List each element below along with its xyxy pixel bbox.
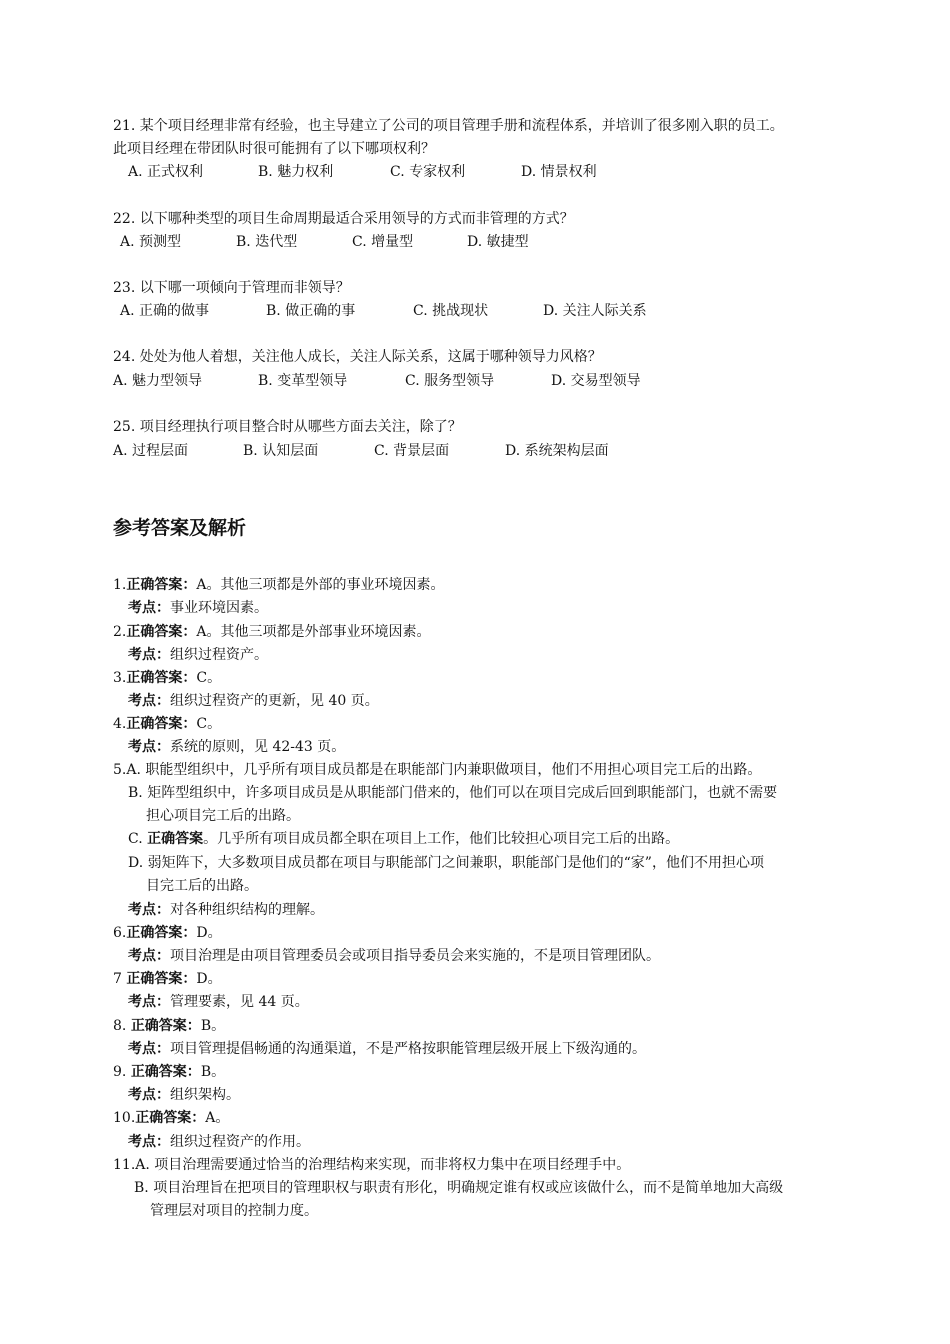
answer-line: 考点：项目管理提倡畅通的沟通渠道，不是严格按职能管理层级开展上下级沟通的。 [128,1041,646,1057]
answer-line: 3.正确答案：C。 [113,670,222,686]
question-24-option-a: A. 魅力型领导 [113,373,203,389]
question-23-option-d: D. 关注人际关系 [543,303,647,319]
question-22-option-d: D. 敏捷型 [467,234,529,250]
answer-line: 7 正确答案：D。 [113,971,222,987]
answer-line: 8. 正确答案：B。 [113,1018,226,1034]
question-22-option-c: C. 增量型 [352,234,414,250]
question-25-option-a: A. 过程层面 [113,443,189,459]
answer-line: B. 项目治理旨在把项目的管理职权与职责有形化，明确规定谁有权或应该做什么，而不是简单地加大高级 [134,1180,784,1196]
question-21-stem-cont: 此项目经理在带团队时很可能拥有了以下哪项权利？ [113,141,435,157]
answer-line: 管理层对项目的控制力度。 [150,1203,318,1219]
answer-line: B. 矩阵型组织中，许多项目成员是从职能部门借来的，他们可以在项目完成后回到职能部门，也就不需要 [128,785,778,801]
answer-line: 11.A. 项目治理需要通过恰当的治理结构来实现，而非将权力集中在项目经理手中。 [113,1157,631,1173]
answers-heading: 参考答案及解析 [113,517,247,539]
question-23-option-a: A. 正确的做事 [120,303,210,319]
question-23-option-b: B. 做正确的事 [266,303,356,319]
question-22-option-b: B. 迭代型 [236,234,298,250]
question-25-stem: 25. 项目经理执行项目整合时从哪些方面去关注，除了？ [113,419,462,435]
answer-line: 10.正确答案：A。 [113,1110,230,1126]
answer-line: 考点：组织架构。 [128,1087,240,1103]
answer-line: 目完工后的出路。 [146,878,258,894]
question-24-option-c: C. 服务型领导 [405,373,495,389]
answer-line: 6.正确答案：D。 [113,925,222,941]
answer-line: 1.正确答案：A。其他三项都是外部的事业环境因素。 [113,577,445,593]
question-24-stem: 24. 处处为他人着想，关注他人成长，关注人际关系，这属于哪种领导力风格？ [113,349,602,365]
answer-line: 考点：系统的原则，见 42-43 页。 [128,739,346,755]
question-21-option-c: C. 专家权利 [390,164,466,180]
question-21-option-d: D. 情景权利 [521,164,597,180]
question-25-option-b: B. 认知层面 [243,443,319,459]
answer-line: 考点：组织过程资产的作用。 [128,1134,310,1150]
question-23-stem: 23. 以下哪一项倾向于管理而非领导？ [113,280,350,296]
answer-line: 考点：事业环境因素。 [128,600,268,616]
question-22-stem: 22. 以下哪种类型的项目生命周期最适合采用领导的方式而非管理的方式？ [113,211,574,227]
question-25-option-c: C. 背景层面 [374,443,450,459]
question-22-option-a: A. 预测型 [120,234,182,250]
question-21-stem: 21. 某个项目经理非常有经验，也主导建立了公司的项目管理手册和流程体系，并培训了很多刚入职的员工。 [113,118,784,134]
answer-line: D. 弱矩阵下，大多数项目成员都在项目与职能部门之间兼职，职能部门是他们的“家”，他们不用担心项 [128,855,764,871]
answer-line: 5.A. 职能型组织中，几乎所有项目成员都是在职能部门内兼职做项目，他们不用担心项目完工后的出路。 [113,762,762,778]
answer-line: 考点：组织过程资产。 [128,647,268,663]
question-23-option-c: C. 挑战现状 [413,303,489,319]
answer-line: 2.正确答案：A。其他三项都是外部事业环境因素。 [113,624,431,640]
answer-line: 考点：组织过程资产的更新，见 40 页。 [128,693,379,709]
question-25-option-d: D. 系统架构层面 [505,443,609,459]
answer-line: 担心项目完工后的出路。 [146,808,300,824]
answer-line: 9. 正确答案：B。 [113,1064,226,1080]
question-21-option-b: B. 魅力权利 [258,164,334,180]
answer-line: 考点：对各种组织结构的理解。 [128,902,324,918]
answer-line: 4.正确答案：C。 [113,716,222,732]
question-24-option-d: D. 交易型领导 [551,373,641,389]
answer-line: 考点：项目治理是由项目管理委员会或项目指导委员会来实施的，不是项目管理团队。 [128,948,660,964]
question-21-option-a: A. 正式权利 [128,164,204,180]
answer-line: C. 正确答案。几乎所有项目成员都全职在项目上工作，他们比较担心项目完工后的出路。 [128,831,680,847]
answer-line: 考点：管理要素，见 44 页。 [128,994,309,1010]
question-24-option-b: B. 变革型领导 [258,373,348,389]
